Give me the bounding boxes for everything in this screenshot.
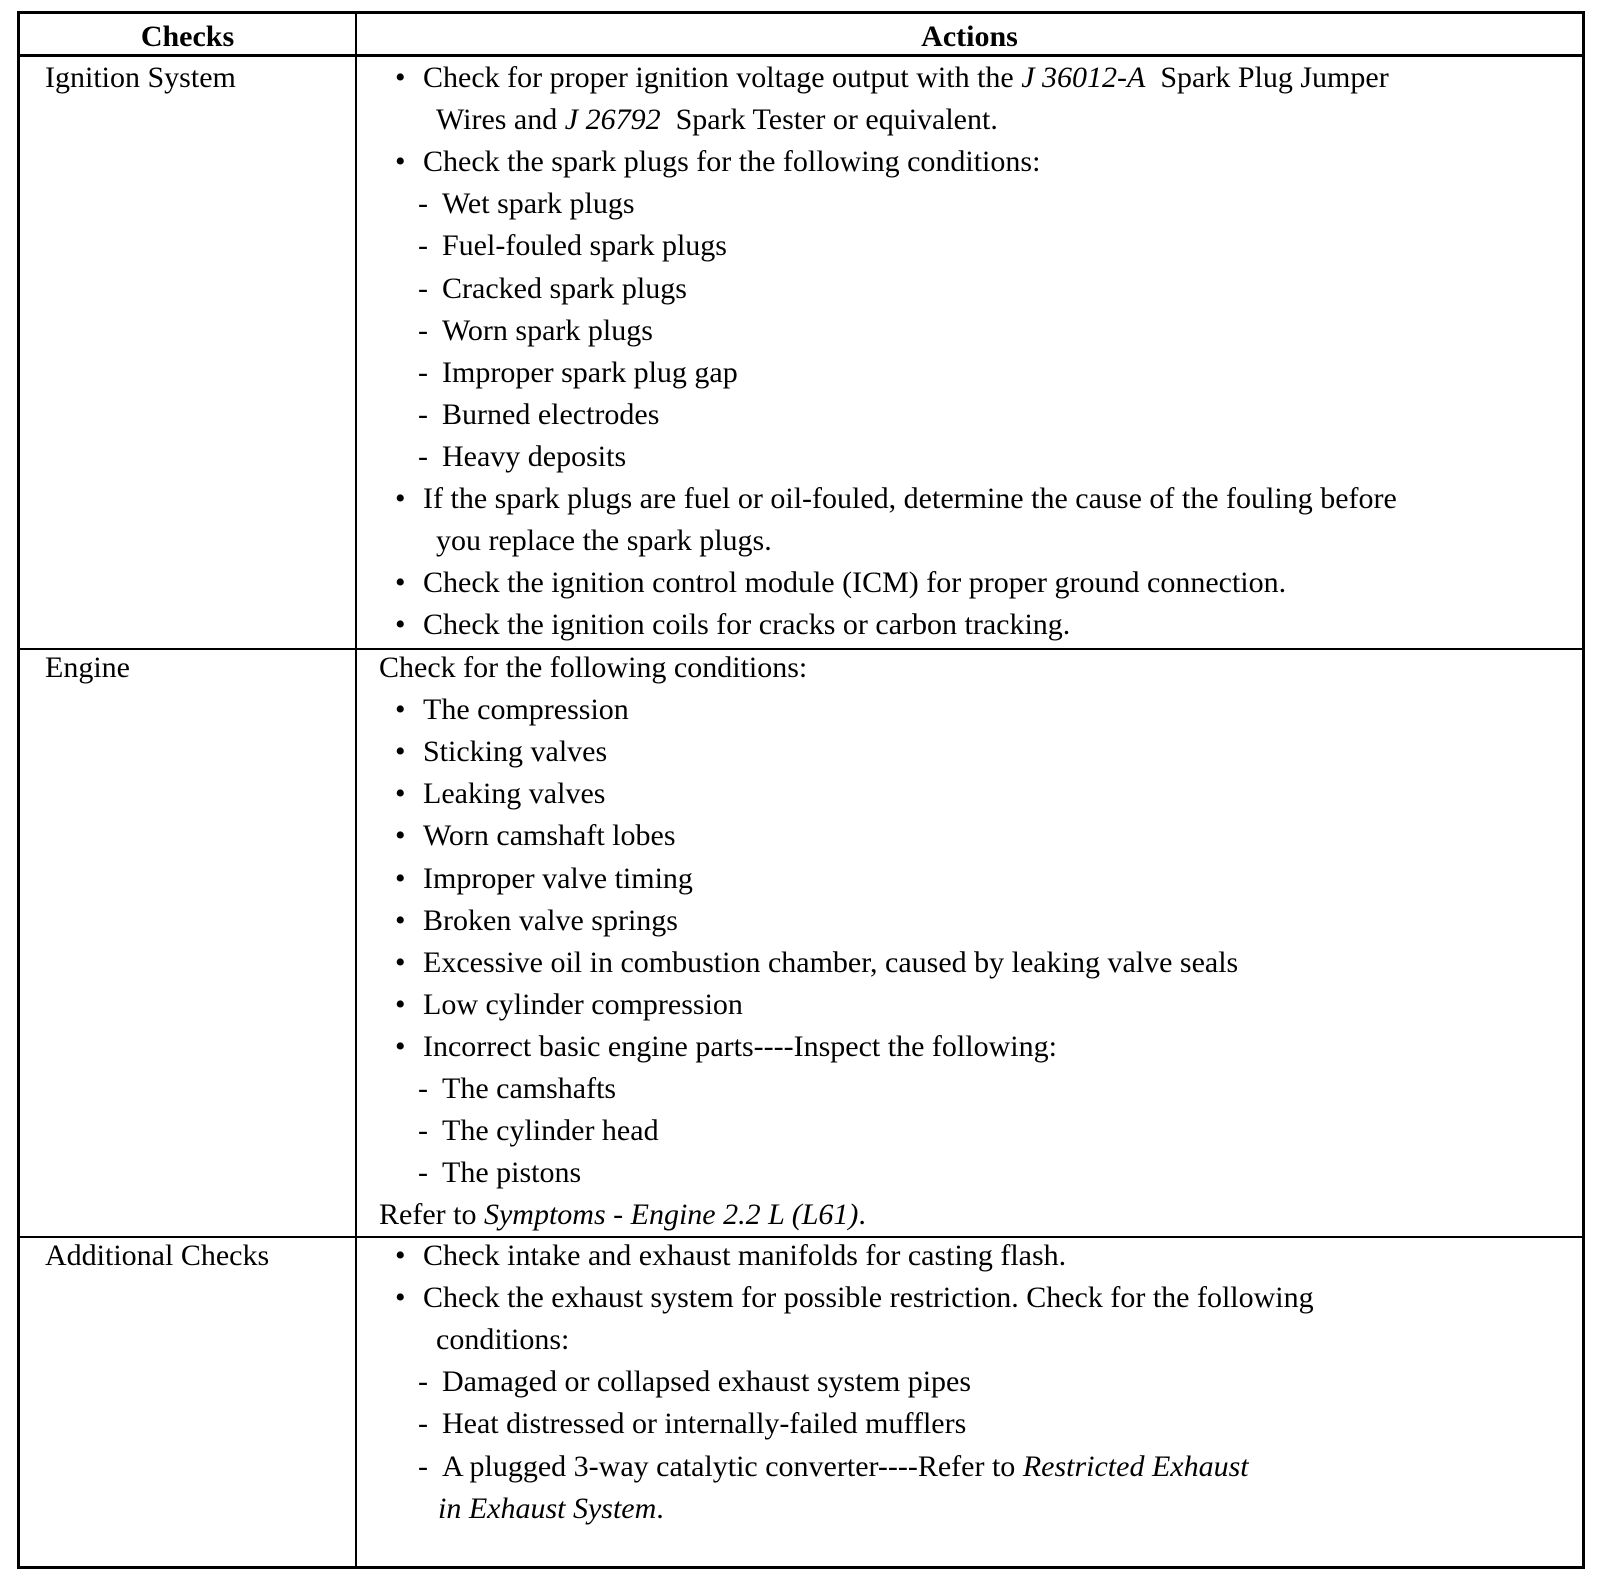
dash-marker: - xyxy=(418,1156,428,1190)
bullet-marker: • xyxy=(395,1239,406,1272)
bullet-marker: • xyxy=(395,145,406,179)
text-run: Leaking valves xyxy=(423,777,606,811)
action-line xyxy=(423,861,693,897)
text-run: Improper spark plug gap xyxy=(442,355,738,389)
text-run: Cracked spark plugs xyxy=(442,271,687,305)
text-run: . xyxy=(656,1491,664,1525)
bullet-marker: • xyxy=(395,777,406,811)
action-line xyxy=(379,1197,866,1233)
bullet-marker: • xyxy=(395,61,406,94)
dash-marker: - xyxy=(418,1407,428,1441)
italic-reference: in Exhaust System xyxy=(438,1491,657,1525)
text-run: Improper valve timing xyxy=(423,861,693,895)
column-divider xyxy=(355,14,357,1566)
text-run: Wet spark plugs xyxy=(442,187,635,221)
text-run: Sticking valves xyxy=(423,735,608,769)
text-run: Refer to xyxy=(379,1198,484,1232)
row-check-label: Ignition System xyxy=(45,61,236,94)
action-line xyxy=(442,186,635,222)
dash-marker: - xyxy=(418,229,428,263)
text-run: Check the exhaust system for possible restriction. Check for the following xyxy=(423,1281,1314,1315)
italic-reference: Symptoms - Engine 2.2 L (L61) xyxy=(483,1198,859,1232)
action-line xyxy=(442,1406,966,1442)
text-run: Spark Tester or equivalent. xyxy=(660,103,998,137)
action-line xyxy=(423,734,607,770)
text-run: The cylinder head xyxy=(442,1114,659,1148)
action-line xyxy=(442,1155,581,1191)
text-run: Wires and xyxy=(436,103,565,137)
action-line xyxy=(442,397,659,433)
header-actions: Actions xyxy=(921,20,1018,53)
action-line xyxy=(423,565,1286,601)
bullet-marker: • xyxy=(395,819,406,853)
text-run: Heavy deposits xyxy=(442,439,627,473)
action-line xyxy=(442,271,687,307)
dash-marker: - xyxy=(418,271,428,305)
text-run: you replace the spark plugs. xyxy=(436,524,772,558)
action-line xyxy=(423,144,1040,180)
text-run: Broken valve springs xyxy=(423,903,678,937)
action-line xyxy=(442,439,626,475)
action-line xyxy=(442,1071,616,1107)
action-line xyxy=(438,1491,664,1527)
text-run: Check for proper ignition voltage output with the xyxy=(423,61,1022,94)
header-checks: Checks xyxy=(140,20,235,53)
action-line xyxy=(423,1029,1057,1065)
action-line xyxy=(442,313,653,349)
dash-marker: - xyxy=(418,187,428,221)
checks-actions-table xyxy=(17,11,1585,1569)
bullet-marker: • xyxy=(395,482,406,515)
text-run: Damaged or collapsed exhaust system pipes xyxy=(442,1365,972,1399)
text-run: Worn spark plugs xyxy=(442,313,653,347)
text-run: Burned electrodes xyxy=(442,397,660,431)
dash-marker: - xyxy=(418,397,428,431)
action-line xyxy=(423,1280,1314,1316)
text-run: Check intake and exhaust manifolds for casting flash. xyxy=(423,1239,1067,1272)
action-line xyxy=(442,355,738,391)
text-run: Low cylinder compression xyxy=(423,987,743,1021)
action-line xyxy=(442,1449,1249,1485)
action-line xyxy=(423,60,1389,96)
action-line xyxy=(423,987,743,1023)
action-line xyxy=(436,102,998,138)
text-run: Fuel-fouled spark plugs xyxy=(442,229,727,263)
action-line xyxy=(442,1113,659,1149)
dash-marker: - xyxy=(418,1114,428,1148)
text-run: The pistons xyxy=(442,1156,582,1190)
text-run: . xyxy=(858,1198,866,1232)
action-line xyxy=(423,945,1238,981)
action-line xyxy=(423,903,678,939)
bullet-marker: • xyxy=(395,566,406,600)
dash-marker: - xyxy=(418,439,428,473)
text-run: Check the ignition coils for cracks or carbon tracking. xyxy=(423,608,1071,642)
text-run: Heat distressed or internally-failed mufflers xyxy=(442,1407,967,1441)
italic-reference: J 26792 xyxy=(564,103,661,137)
bullet-marker: • xyxy=(395,1281,406,1315)
bullet-marker: • xyxy=(395,608,406,642)
italic-reference: J 36012-A xyxy=(1021,61,1146,94)
bullet-marker: • xyxy=(395,903,406,937)
action-line xyxy=(423,776,605,812)
bullet-marker: • xyxy=(395,861,406,895)
text-run: Spark Plug Jumper xyxy=(1145,61,1389,94)
action-line xyxy=(442,1364,971,1400)
row-check-label: Additional Checks xyxy=(45,1239,270,1272)
text-run: If the spark plugs are fuel or oil-fouled, determine the cause of the fouling before xyxy=(423,482,1397,515)
text-run: Check for the following conditions: xyxy=(379,651,808,684)
bullet-marker: • xyxy=(395,945,406,979)
text-run: Incorrect basic engine parts----Inspect the following: xyxy=(423,1029,1057,1063)
text-run: A plugged 3-way catalytic converter----Refer to xyxy=(442,1449,1023,1483)
dash-marker: - xyxy=(418,1072,428,1105)
header-divider xyxy=(20,54,1582,57)
text-run: The compression xyxy=(423,693,629,727)
action-line xyxy=(442,228,727,264)
action-line xyxy=(423,818,676,854)
bullet-marker: • xyxy=(395,735,406,769)
action-line xyxy=(423,481,1397,517)
dash-marker: - xyxy=(418,1365,428,1399)
dash-marker: - xyxy=(418,313,428,347)
row-check-label: Engine xyxy=(45,651,130,684)
bullet-marker: • xyxy=(395,987,406,1021)
italic-reference: Restricted Exhaust xyxy=(1022,1449,1249,1483)
text-run: The camshafts xyxy=(442,1072,617,1105)
bullet-marker: • xyxy=(395,693,406,727)
action-line xyxy=(423,692,629,728)
action-line xyxy=(436,523,772,559)
dash-marker: - xyxy=(418,1449,428,1483)
action-line xyxy=(379,650,807,686)
action-line xyxy=(423,1238,1066,1274)
bullet-marker: • xyxy=(395,1029,406,1063)
text-run: conditions: xyxy=(436,1323,570,1357)
text-run: Check the ignition control module (ICM) for proper ground connection. xyxy=(423,566,1287,600)
text-run: Excessive oil in combustion chamber, caused by leaking valve seals xyxy=(423,945,1239,979)
text-run: Check the spark plugs for the following conditions: xyxy=(423,145,1041,179)
action-line xyxy=(436,1322,569,1358)
dash-marker: - xyxy=(418,355,428,389)
text-run: Worn camshaft lobes xyxy=(423,819,676,853)
action-line xyxy=(423,607,1070,643)
